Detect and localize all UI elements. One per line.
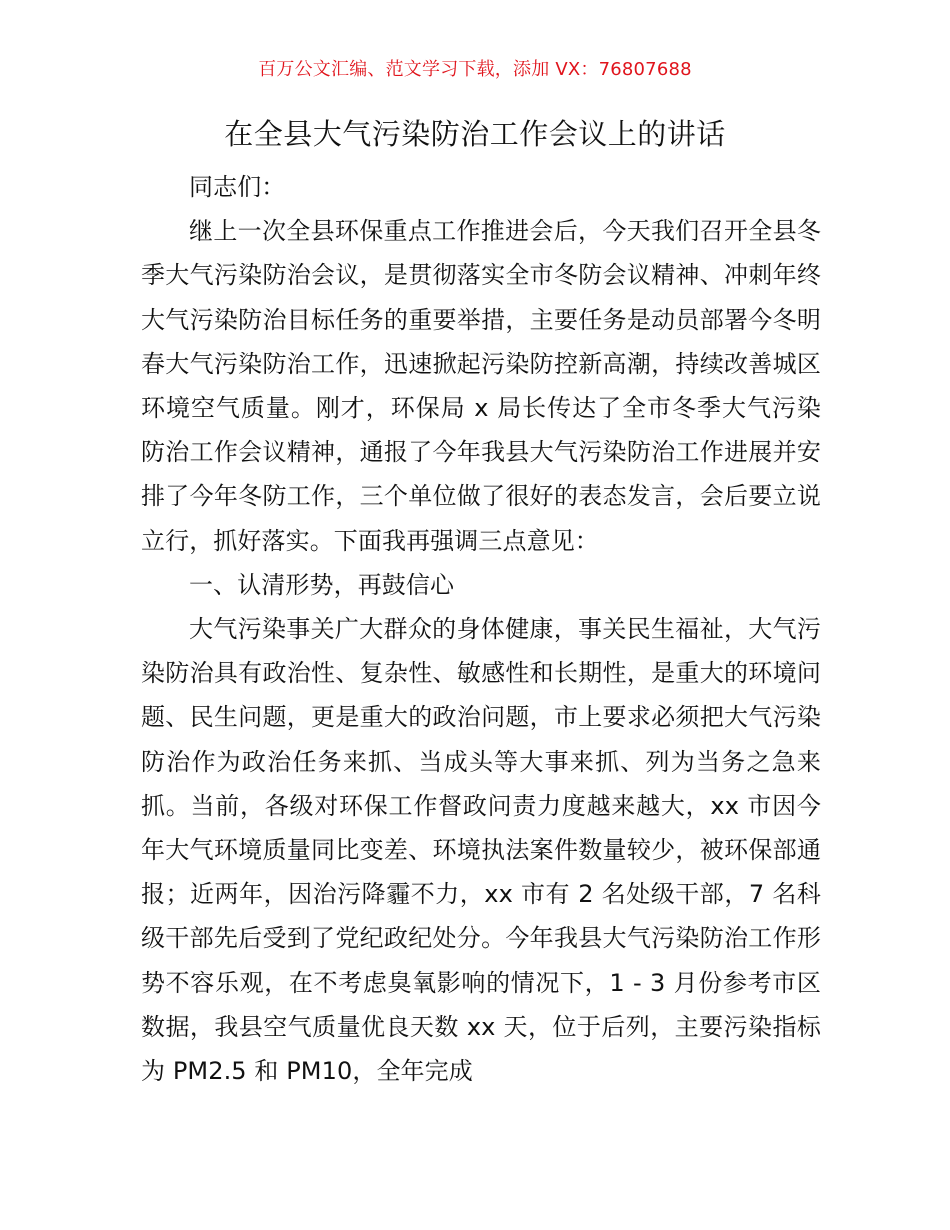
header-watermark-note: 百万公文汇编、范文学习下载，添加 VX：76807688 — [258, 59, 692, 80]
body-paragraph-1: 继上一次全县环保重点工作推进会后，今天我们召开全县冬季大气污染防治会议，是贯彻落实全市冬防会议精神、冲刺年终大气污染防治目标任务的重要举措，主要任务是动员部署今冬明春大气污染防治工作，迅速掀起污染防控新高潮，持续改善城区环境空气质量。刚才，环保局 x 局长传达了全市冬季大气污染防治工作会议精神，通报了今年我县大气污染防治工作进展并安排了今年冬防工作，三个单位做了很好的表态发言，会后要立说立行，抓好落实。下面我再强调三点意见： — [141, 217, 821, 555]
section-heading-1: 一、认清形势，再鼓信心 — [189, 570, 455, 599]
document-title: 在全县大气污染防治工作会议上的讲话 — [224, 117, 726, 151]
document-body — [141, 165, 821, 1093]
salutation: 同志们： — [189, 173, 286, 201]
body-paragraph-2: 大气污染事关广大群众的身体健康，事关民生福祉，大气污染防治具有政治性、复杂性、敏感性和长期性，是重大的环境问题、民生问题，更是重大的政治问题，市上要求必须把大气污染防治作为政治任务来抓、当成头等大事来抓、列为当务之急来抓。当前，各级对环保工作督政问责力度越来越大，xx 市因今年大气环境质量同比变差、环境执法案件数量较少，被环保部通报；近两年，因治污降霾不力，xx 市有 2 名处级干部，7 名科级干部先后受到了党纪政纪处分。今年我县大气污染防治工作形势不容乐观，在不考虑臭氧影响的情况下，1 - 3 月份参考市区数据，我县空气质量优良天数 xx 天，位于后列，主要污染指标为 PM2.5 和 PM10，全年完成 — [141, 615, 821, 1086]
